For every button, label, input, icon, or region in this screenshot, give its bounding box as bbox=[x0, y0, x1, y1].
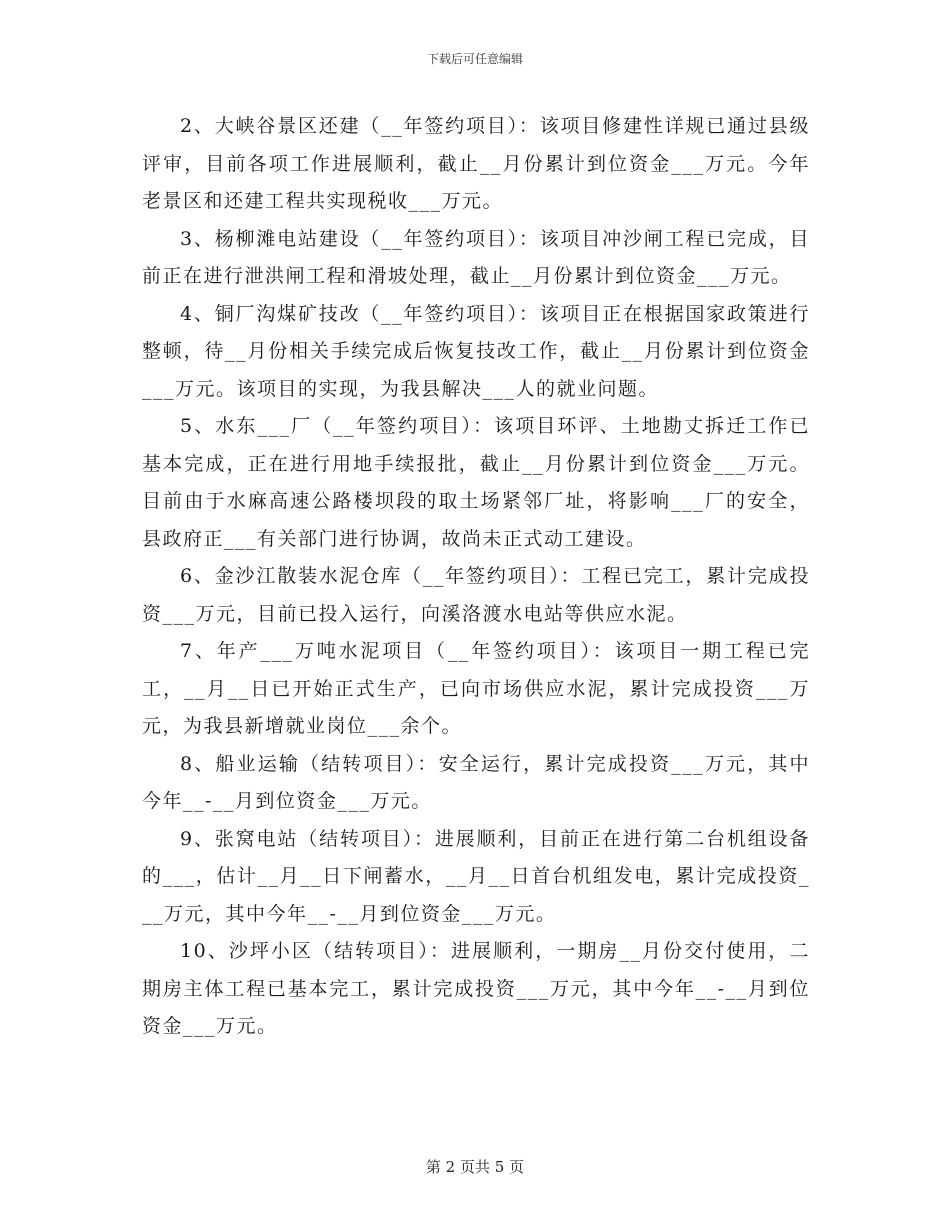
paragraph-item-5: 5、水东___厂（__年签约项目）：该项目环评、土地勘丈拆迁工作已基本完成，正在进行用地手续报批，截止__月份累计到位资金___万元。目前由于水麻高速公路楼坝段的取土场紧邻厂址，将影响___厂的安全，县政府正___有关部门进行协调，故尚未正式动工建设。 bbox=[142, 415, 810, 550]
paragraph-item-8: 8、船业运输（结转项目）：安全运行，累计完成投资___万元，其中今年__-__月到位资金___万元。 bbox=[142, 752, 810, 812]
page-header: 下载后可任意编辑 bbox=[426, 52, 523, 66]
paragraph-item-4: 4、铜厂沟煤矿技改（__年签约项目）：该项目正在根据国家政策进行整顿，待__月份相关手续完成后恢复技改工作，截止__月份累计到位资金___万元。该项目的实现，为我县解决___人的就业问题。 bbox=[142, 302, 810, 400]
paragraph-item-7: 7、年产___万吨水泥项目（__年签约项目）：该项目一期工程已完工，__月__日已开始正式生产，已向市场供应水泥，累计完成投资___万元，为我县新增就业岗位___余个。 bbox=[142, 640, 810, 737]
document-body bbox=[142, 108, 810, 1046]
paragraph-item-9: 9、张窝电站（结转项目）：进展顺利，目前正在进行第二台机组设备的___，估计__月__日下闸蓄水，__月__日首台机组发电，累计完成投资___万元，其中今年__-__月到位资金___万元。 bbox=[142, 827, 810, 925]
paragraph-item-10: 10、沙坪小区（结转项目）：进展顺利，一期房__月份交付使用，二期房主体工程已基本完工，累计完成投资___万元，其中今年__-__月到位资金___万元。 bbox=[142, 940, 810, 1037]
page-footer: 第 2 页共 5 页 bbox=[425, 1158, 525, 1176]
paragraph-item-6: 6、金沙江散装水泥仓库（__年签约项目）：工程已完工，累计完成投资___万元，目前已投入运行，向溪洛渡水电站等供应水泥。 bbox=[142, 565, 810, 625]
paragraph-item-2: 2、大峡谷景区还建（__年签约项目）：该项目修建性详规已通过县级评审，目前各项工作进展顺利，截止__月份累计到位资金___万元。今年老景区和还建工程共实现税收___万元。 bbox=[142, 115, 810, 212]
paragraph-item-3: 3、杨柳滩电站建设（__年签约项目）：该项目冲沙闸工程已完成，目前正在进行泄洪闸工程和滑坡处理，截止__月份累计到位资金___万元。 bbox=[142, 227, 810, 287]
